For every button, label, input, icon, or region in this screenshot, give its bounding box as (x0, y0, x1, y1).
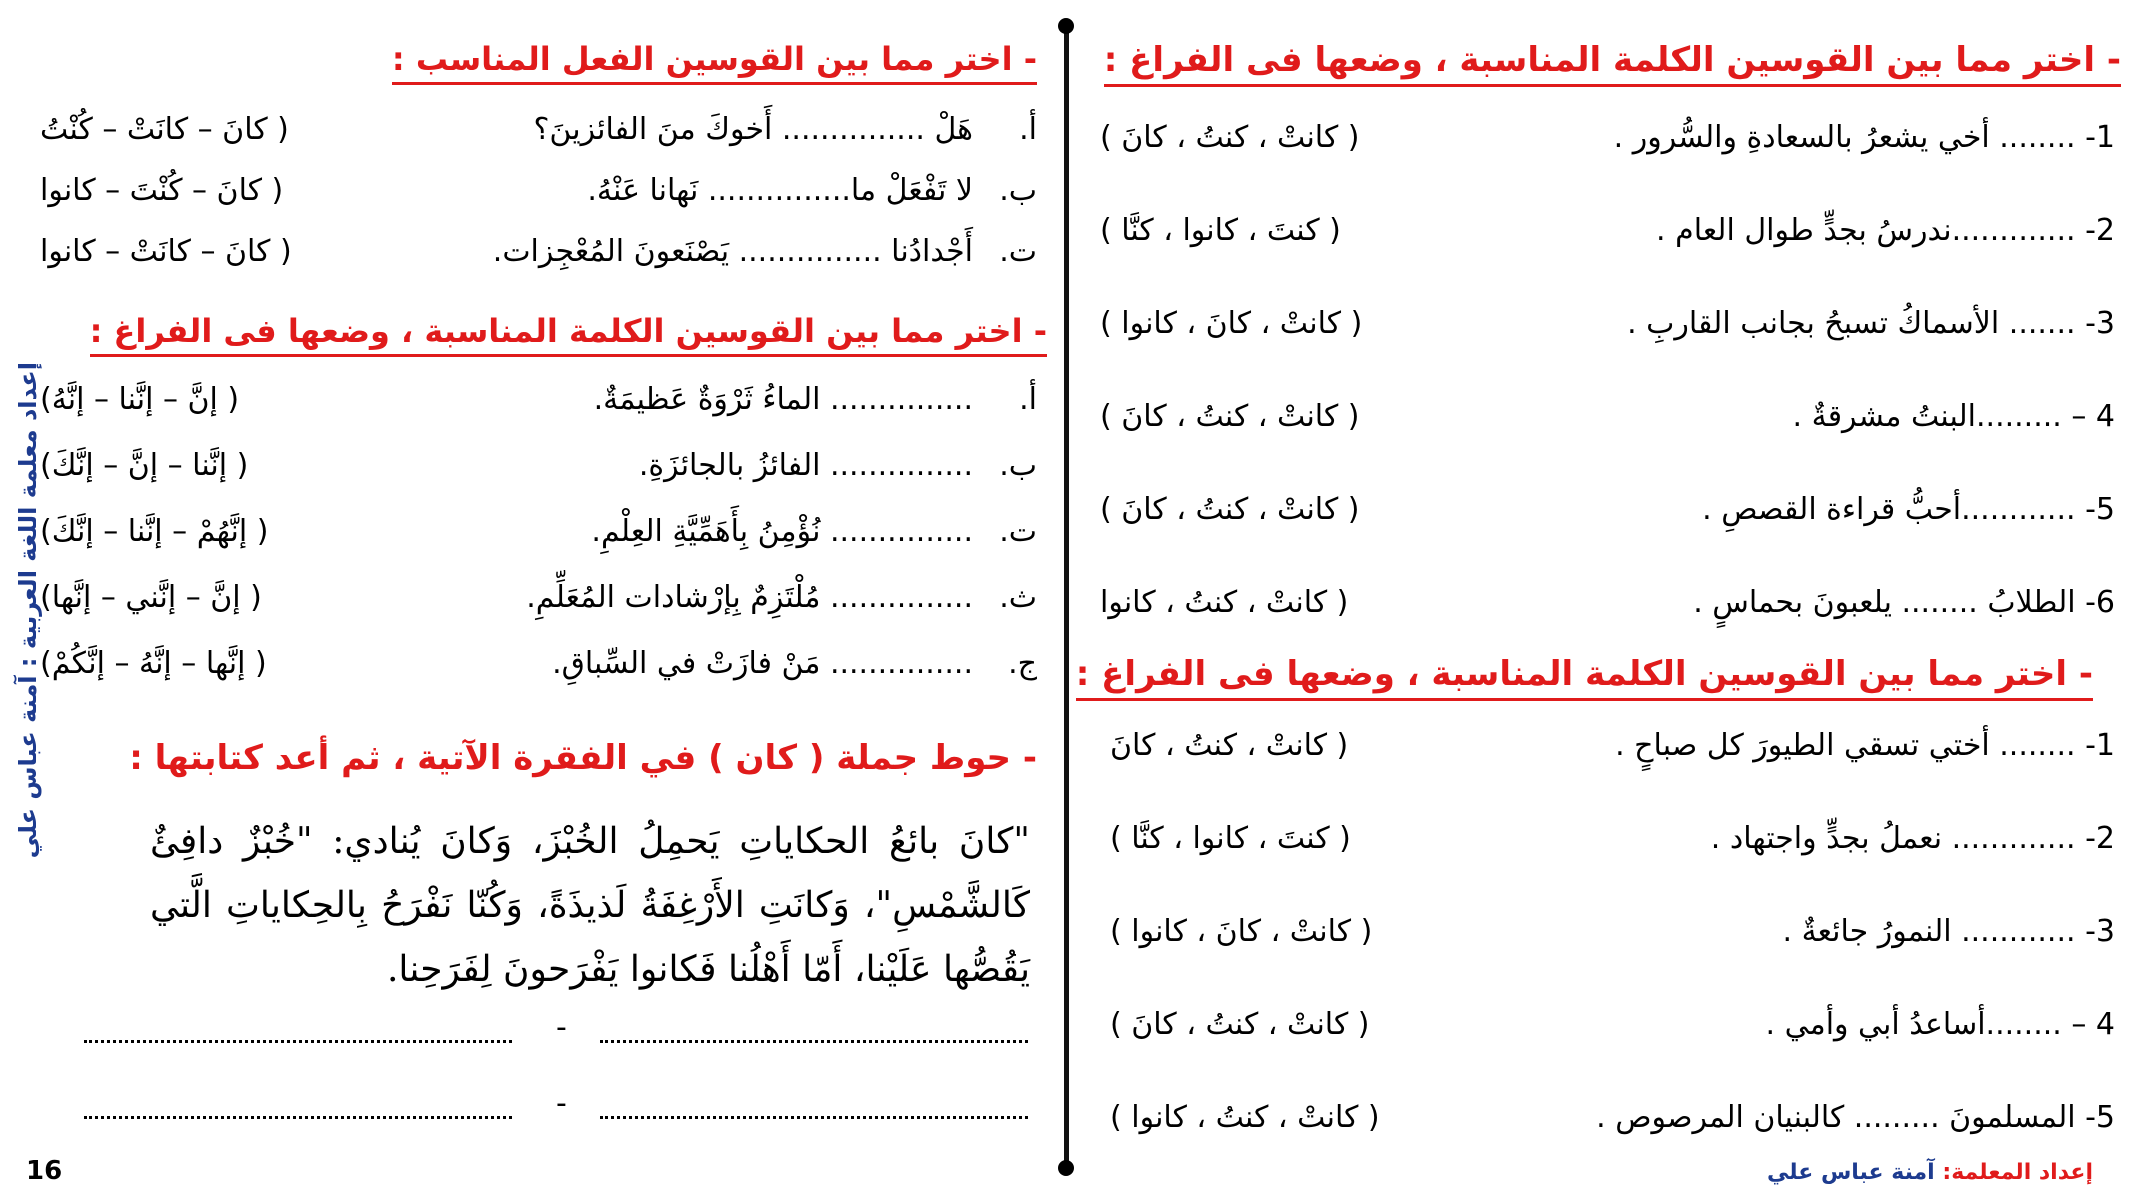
teacher-credit (1767, 1160, 2093, 1185)
column-divider (1064, 28, 1069, 1168)
answer-options: ( كانتْ ، كنتُ ، كانَ ) (1100, 492, 1360, 527)
divider-top-dot (1058, 18, 1074, 34)
divider-bottom-dot (1058, 1160, 1074, 1176)
question-text: ............... الماءُ ثَرْوَةٌ عَظيمَةٌ. (593, 382, 973, 417)
answer-options: ( إنَّ – إنَّني – إنَّها) (40, 580, 262, 615)
vertical-credit (8, 330, 48, 890)
answer-options: ( كانتْ ، كنتُ ، كانَ ) (1100, 399, 1360, 434)
item-letter: أ. (1019, 382, 1037, 417)
answer-options: ( كنتَ ، كانوا ، كنَّا ) (1110, 821, 1351, 856)
item-letter: ب. (999, 173, 1037, 208)
answer-options: ( كانَ – كُنْتَ – كانوا (40, 173, 284, 208)
answer-options: ( كانتْ ، كنتُ ، كانَ (1110, 728, 1349, 763)
question-text: ............... مُلْتَزِمٌ بِإرْشادات المُعَلِّمِ. (526, 580, 973, 615)
answer-options: ( كانَ – كانَتْ – كُنْتُ (40, 112, 289, 147)
answer-options: ( كانتْ ، كنتُ ، كانوا ) (1110, 1100, 1380, 1135)
question-text: 2- ............. نعملُ بجدٍّ واجتهاد . (1710, 821, 2115, 856)
question-text: ............... مَنْ فازَتْ في السِّباقِ. (552, 646, 973, 681)
item-letter: ب. (999, 448, 1037, 483)
answer-options: ( كانتْ ، كنتُ ، كانَ ) (1100, 120, 1360, 155)
answer-line-1b[interactable] (84, 1040, 512, 1043)
question-text: 4 – .........البنتُ مشرقةٌ . (1792, 399, 2115, 434)
teacher-credit-label: إعداد المعلمة: (1942, 1160, 2093, 1185)
question-text: 4 – ........أساعدُ أبي وأمي . (1765, 1007, 2115, 1042)
left-section3-heading: - حوط جملة ( كان ) في الفقرة الآتية ، ثم أعد كتابتها : (129, 738, 1037, 778)
answer-options: ( كنتَ ، كانوا ، كنَّا ) (1100, 213, 1341, 248)
answer-options: ( كانتْ ، كانَ ، كانوا ) (1110, 914, 1373, 949)
answer-options: ( إنَّها – إنَّهُ – إنَّكُمْ) (40, 646, 267, 681)
right-section1-heading: - اختر مما بين القوسين الكلمة المناسبة ، وضعها فى الفراغ : (1104, 40, 2121, 87)
question-text: 6- الطلابُ ........ يلعبونَ بحماسٍ . (1693, 585, 2115, 620)
question-text: 2- .............ندرسُ بجدٍّ طوال العام . (1656, 213, 2115, 248)
question-text: 3- ............ النمورُ جائعةٌ . (1782, 914, 2115, 949)
answer-line-2a[interactable] (600, 1116, 1028, 1119)
question-text: 5- المسلمونَ ......... كالبنيان المرصوص . (1596, 1100, 2115, 1135)
left-section1-heading: - اختر مما بين القوسين الفعل المناسب : (392, 40, 1037, 85)
question-text: لا تَفْعَلْ ما............... نَهانا عَنْهُ. (587, 173, 973, 208)
question-text: أَجْدادُنا ............... يَصْنَعونَ المُعْجِزات. (492, 234, 973, 269)
answer-dash-2: - (556, 1086, 567, 1121)
kana-paragraph: "كانَ بائعُ الحكاياتِ يَحمِلُ الخُبْزَ، وَكانَ يُنادي: "خُبْزٌ دافِئٌ كَالشَّمْسِ"، وَكانَتِ الأَرْغِفَةُ لَذيذَةً، وَكُنّا نَفْرَحُ بِالحِكاياتِ الَّتي يَقُصُّها عَلَيْنا، أَمّا أَهْلُنا فَكانوا يَفْرَحونَ لِفَرَحِنا. (150, 821, 1030, 990)
answer-line-2b[interactable] (84, 1116, 512, 1119)
answer-options: ( كانتْ ، كنتُ ، كانَ ) (1110, 1007, 1370, 1042)
question-text: ............... الفائزُ بالجائزَةِ. (638, 448, 973, 483)
answer-options: ( كانتْ ، كنتُ ، كانوا (1100, 585, 1349, 620)
question-text: ............... نُؤْمِنُ بِأَهَمِّيَّةِ العِلْمِ. (591, 514, 973, 549)
item-letter: ت. (999, 514, 1037, 549)
answer-options: ( إنَّ – إنَّنا – إنَّهُ) (40, 382, 240, 417)
item-letter: أ. (1019, 112, 1037, 147)
answer-options: ( كانَ – كانَتْ – كانوا (40, 234, 292, 269)
answer-line-1a[interactable] (600, 1040, 1028, 1043)
item-letter: ث. (999, 580, 1037, 615)
item-letter: ت. (999, 234, 1037, 269)
answer-options: ( إنَّنا – إنَّ – إنَّكَ) (40, 448, 249, 483)
right-section2-heading: - اختر مما بين القوسين الكلمة المناسبة ، وضعها فى الفراغ : (1076, 654, 2093, 701)
question-text: 1- ........ أختي تسقي الطيورَ كل صباحٍ . (1615, 728, 2115, 763)
teacher-credit-name: آمنة عباس علي (1767, 1160, 1935, 1185)
page-number: 16 (26, 1156, 63, 1186)
answer-dash-1: - (556, 1010, 567, 1045)
question-text: 1- ........ أخي يشعرُ بالسعادةِ والسُّرور . (1613, 120, 2115, 155)
answer-options: ( كانتْ ، كانَ ، كانوا ) (1100, 306, 1363, 341)
question-text: 5- ............أحبُّ قراءة القصصِ . (1702, 492, 2115, 527)
item-letter: ج. (1008, 646, 1037, 681)
left-section2-heading: - اختر مما بين القوسين الكلمة المناسبة ، وضعها فى الفراغ : (90, 312, 1047, 357)
question-text: هَلْ ............... أَخوكَ منَ الفائزينَ؟ (533, 112, 973, 147)
vertical-credit-text: إعداد معلمة اللغة العربية : آمنة عباس علي (14, 361, 42, 859)
answer-options: ( إنَّهُمْ – إنَّنا – إنَّكَ) (40, 514, 269, 549)
question-text: 3- ....... الأسماكُ تسبحُ بجانب القاربِ . (1627, 306, 2115, 341)
